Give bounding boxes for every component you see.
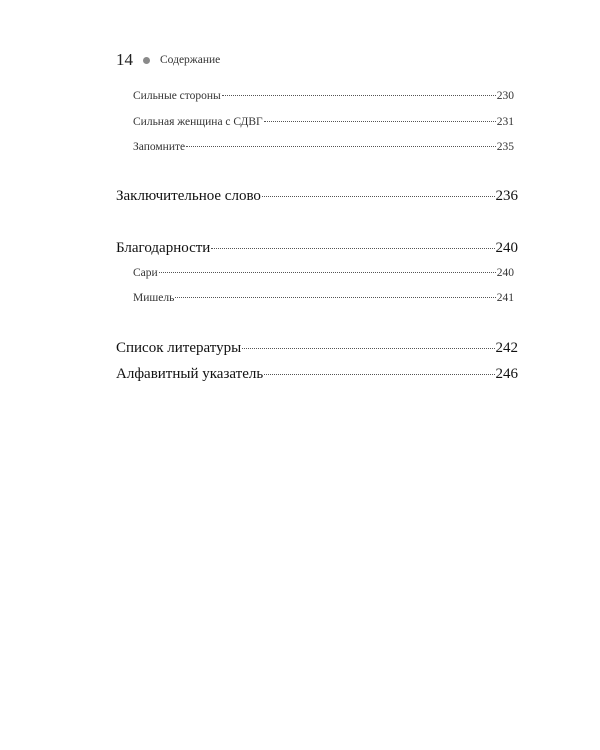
toc-entry-title: Мишель (133, 292, 175, 304)
toc-chapter-page: 246 (495, 366, 518, 382)
dot-leader (222, 95, 496, 96)
toc-chapter[interactable] (116, 188, 518, 205)
toc-entry-title: Сильные стороны (133, 90, 221, 102)
toc-entry[interactable] (133, 141, 514, 153)
toc-chapter[interactable] (116, 366, 518, 383)
toc-chapter[interactable] (116, 240, 518, 257)
toc-entry-title: Запомните (133, 141, 186, 153)
toc-entry[interactable] (133, 267, 514, 279)
running-header (116, 50, 220, 70)
toc-entry[interactable] (133, 90, 514, 102)
toc-chapter[interactable] (116, 340, 518, 357)
toc-chapter-page: 236 (495, 188, 518, 204)
toc-chapter-title: Благодарности (116, 240, 211, 256)
page-number: 14 (116, 50, 133, 69)
toc-entry-page: 241 (496, 292, 514, 304)
toc-chapter-page: 242 (495, 340, 518, 356)
dot-leader (175, 297, 495, 298)
toc-chapter-title: Заключительное слово (116, 188, 261, 204)
toc-entry-page: 230 (496, 90, 514, 102)
dot-leader (159, 272, 496, 273)
toc-entry-page: 231 (496, 116, 514, 128)
toc-chapter-page: 240 (495, 240, 518, 256)
toc-chapter-title: Алфавитный указатель (116, 366, 264, 382)
toc-entry-title: Сари (133, 267, 158, 279)
toc-entry-page: 235 (496, 141, 514, 153)
dot-leader (211, 248, 494, 249)
dot-leader (242, 348, 494, 349)
bullet-icon (143, 57, 150, 64)
toc-entry[interactable] (133, 292, 514, 304)
toc-chapter-title: Список литературы (116, 340, 242, 356)
toc-entry-title: Сильная женщина с СДВГ (133, 116, 263, 128)
dot-leader (264, 374, 494, 375)
dot-leader (264, 121, 496, 122)
dot-leader (262, 196, 495, 197)
dot-leader (186, 146, 496, 147)
running-section-title: Содержание (160, 54, 221, 66)
toc-entry-page: 240 (496, 267, 514, 279)
toc-entry[interactable] (133, 116, 514, 128)
